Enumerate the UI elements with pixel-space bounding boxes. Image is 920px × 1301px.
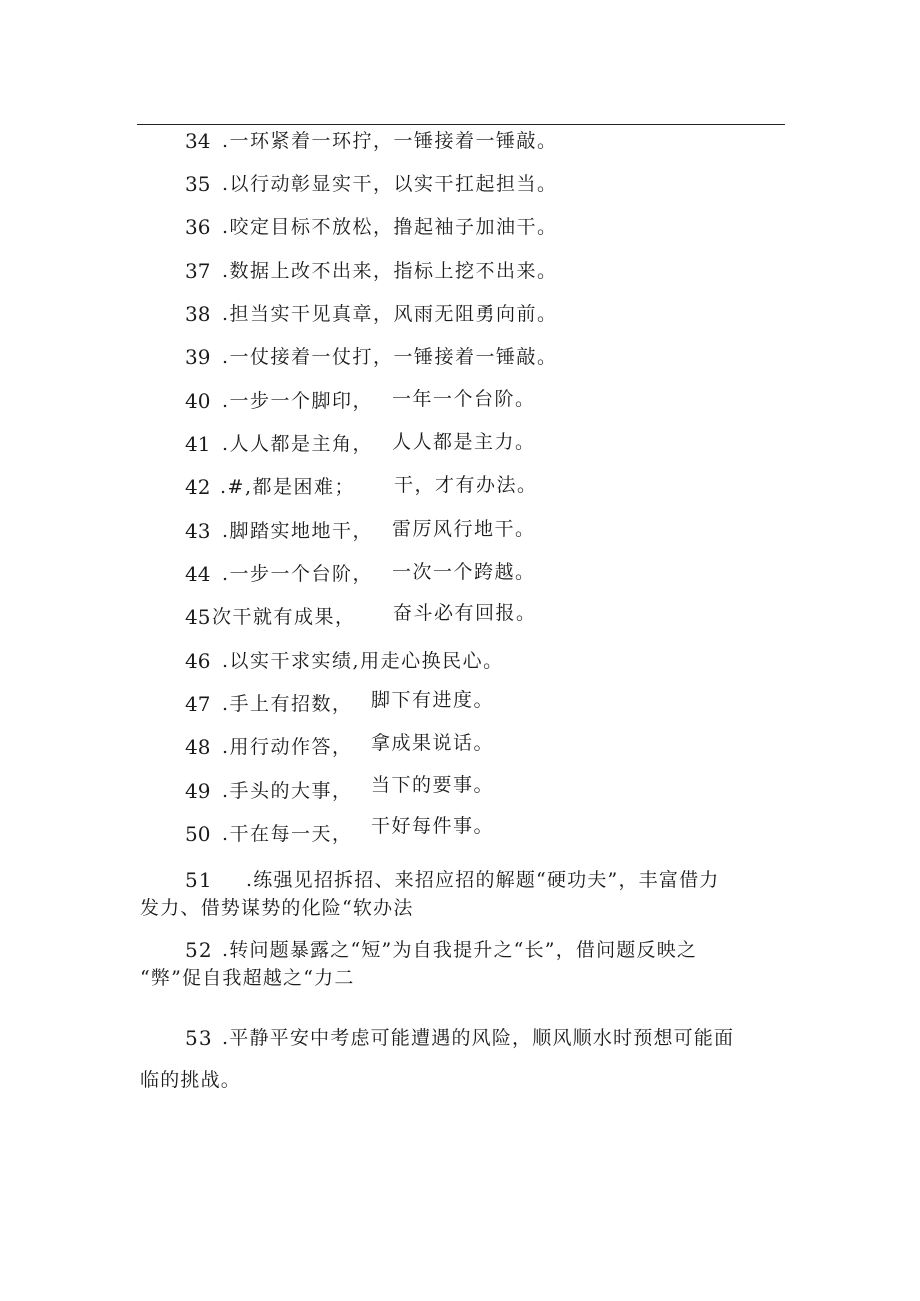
item-number: 45	[185, 605, 211, 629]
item-text: .脚踏实地地干，	[222, 520, 374, 542]
item-text-second: 奋斗必有回报。	[393, 602, 537, 624]
item-number: 35	[185, 172, 211, 196]
item-text-second: 雷厉风行地干。	[392, 518, 536, 540]
item-text-second: 当下的要事。	[371, 774, 495, 796]
header-rule	[137, 124, 785, 125]
item-text: .手上有招数，	[222, 693, 353, 715]
item-number: 49	[185, 779, 211, 803]
paragraph-line-1: .转问题暴露之“短”为自我提升之“长”，借问题反映之	[222, 939, 698, 961]
item-number: 34	[185, 129, 211, 153]
item-text: .#,都是困难；	[220, 476, 355, 498]
item-number: 47	[185, 692, 211, 716]
paragraph-line-2: 临的挑战。	[140, 1069, 242, 1091]
item-text-second: 人人都是主力。	[392, 431, 536, 453]
item-number: 48	[185, 735, 211, 759]
item-text-second: 拿成果说话。	[371, 732, 495, 754]
item-text-second: 一年一个台阶。	[392, 388, 536, 410]
item-text: .以行动彰显实干，以实干扛起担当。	[222, 173, 558, 195]
item-text: .手头的大事，	[222, 780, 353, 802]
item-text: .一仗接着一仗打，一锤接着一锤敲。	[222, 346, 558, 368]
item-text-second: 干好每件事。	[371, 815, 495, 837]
paragraph-line-2: 发力、借势谋势的化险“软办法	[140, 897, 414, 919]
paragraph-number: 51	[185, 868, 213, 892]
item-number: 43	[185, 519, 211, 543]
item-text: 次干就有成果，	[212, 606, 356, 628]
item-text: .一步一个台阶，	[222, 563, 374, 585]
item-number: 50	[185, 822, 211, 846]
paragraph-number: 52	[185, 938, 213, 962]
item-number: 37	[185, 259, 211, 283]
item-number: 44	[185, 562, 211, 586]
item-number: 39	[185, 345, 211, 369]
item-text-second: 一次一个跨越。	[392, 561, 536, 583]
item-number: 40	[185, 389, 211, 413]
item-text: .数据上改不出来，指标上挖不出来。	[222, 260, 558, 282]
item-number: 41	[185, 432, 211, 456]
item-number: 38	[185, 302, 211, 326]
item-text: .人人都是主角，	[222, 433, 374, 455]
item-text-second: 干，才有办法。	[394, 474, 538, 496]
item-text: .一步一个脚印，	[222, 390, 374, 412]
item-text: .干在每一天，	[222, 823, 353, 845]
item-text: .用行动作答，	[222, 736, 353, 758]
paragraph-line-1: .练强见招拆招、来招应招的解题“硬功夫”，丰富借力	[246, 869, 720, 891]
paragraph-line-1: .平静平安中考虑可能遭遇的风险，顺风顺水时预想可能面	[222, 1027, 735, 1049]
item-text: .咬定目标不放松，撸起袖子加油干。	[222, 216, 558, 238]
item-number: 42	[185, 475, 211, 499]
item-text: .以实干求实绩,用走心换民心。	[222, 650, 504, 672]
item-number: 36	[185, 215, 211, 239]
item-text: .一环紧着一环拧，一锤接着一锤敲。	[222, 130, 558, 152]
paragraph-number: 53	[185, 1026, 213, 1050]
item-text-second: 脚下有进度。	[371, 689, 495, 711]
paragraph-line-2: “弊”促自我超越之“力二	[140, 967, 355, 989]
item-number: 46	[185, 649, 211, 673]
item-text: .担当实干见真章，风雨无阻勇向前。	[222, 303, 558, 325]
